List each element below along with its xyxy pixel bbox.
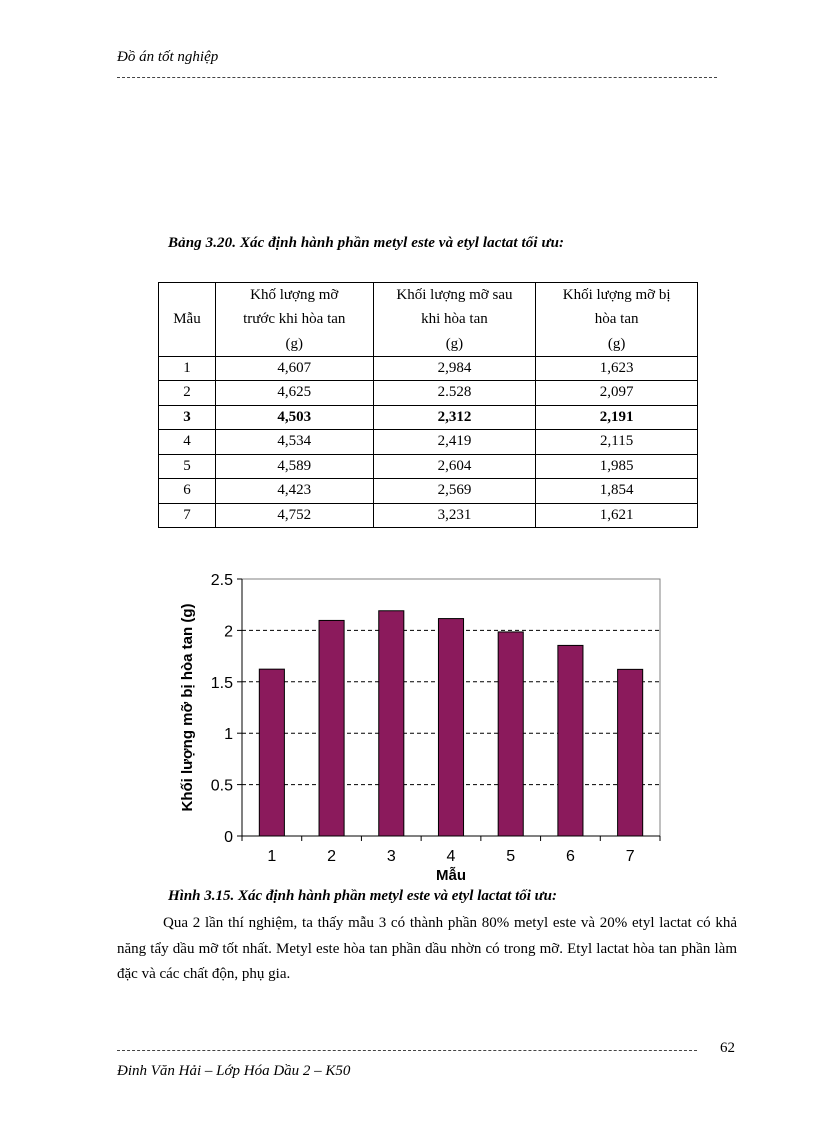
x-tick-label: 5 [506,848,516,865]
table-cell: 4,625 [215,381,373,406]
results-table [158,282,698,528]
table-cell: 5 [159,454,216,479]
x-tick-label: 6 [565,848,575,865]
x-tick-label: 1 [267,848,277,865]
footer-divider [117,1050,697,1051]
table-cell: 2,097 [536,381,698,406]
table-header-cell [159,283,216,357]
table-header-text: Khối lượng mỡ sau [396,287,513,303]
x-tick-label: 7 [625,848,635,865]
table-cell: 1,623 [536,356,698,381]
table-cell: 1 [159,356,216,381]
table-header-text: hòa tan [594,311,639,328]
table-cell: 2,604 [373,454,536,479]
bar-chart [170,562,670,892]
table-cell: 4,752 [215,503,373,528]
table-header-text: trước khi hòa tan [243,311,346,328]
bar [379,611,404,836]
x-tick-label: 3 [386,848,396,865]
table-cell: 4 [159,430,216,455]
bar [319,620,344,836]
table-cell: 3,231 [373,503,536,528]
table-header-cell [215,283,373,357]
table-row [159,479,698,504]
table-header-row [159,283,698,357]
table-cell: 7 [159,503,216,528]
table-cell: 2,569 [373,479,536,504]
table-cell: 2,191 [536,405,698,430]
bar [498,632,523,836]
table-header-text: (g) [445,335,464,352]
y-tick-label: 0.5 [210,777,233,795]
table-header-cell [536,283,698,357]
body-paragraph: Qua 2 lần thí nghiệm, ta thấy mẫu 3 có thành phần 80% metyl este và 20% etyl lactat có khả năng tẩy dầu mỡ tốt nhất. Metyl este hòa tan phần dầu nhờn có trong mỡ. Etyl lactat hòa tan phần làm đặc và các chất độn, phụ gia. [117,915,737,982]
table-cell: 6 [159,479,216,504]
table-cell: 4,534 [215,430,373,455]
y-tick-label: 1 [224,726,233,744]
table-cell: 1,621 [536,503,698,528]
table-cell: 2,115 [536,430,698,455]
table-header-text: (g) [607,335,626,352]
table-header-text: khi hòa tan [421,311,488,328]
bar [259,669,284,836]
y-tick-label: 0 [224,829,233,846]
y-tick-label: 1.5 [210,674,233,692]
table-row [159,503,698,528]
x-tick-label: 2 [327,848,337,865]
bar [558,645,583,836]
table-cell: 2,984 [373,356,536,381]
table-header-text: Mẫu [173,311,201,328]
table-header-text: Khố lượng mỡ [250,287,339,303]
table-cell: 4,607 [215,356,373,381]
table-cell: 2.528 [373,381,536,406]
table-cell: 4,423 [215,479,373,504]
table-cell: 2,419 [373,430,536,455]
table-row [159,454,698,479]
table-row [159,381,698,406]
page-number: 62 [720,1040,735,1056]
table-cell: 4,503 [215,405,373,430]
table-row [159,356,698,381]
y-axis-title: Khối lượng mỡ bị hòa tan (g) [179,603,196,812]
table-cell: 4,589 [215,454,373,479]
x-axis-title: Mẫu [436,867,466,884]
bar [618,669,643,836]
table-header-text: Khối lượng mỡ bị [562,287,671,303]
table-cell: 1,985 [536,454,698,479]
table-cell: 2,312 [373,405,536,430]
bar [438,619,463,836]
table-row [159,430,698,455]
footer-author-text: Đinh Văn Hải – Lớp Hóa Dầu 2 – K50 [117,1063,351,1079]
table-cell: 2 [159,381,216,406]
y-tick-label: 2.5 [210,572,233,589]
table-header-text: (g) [285,335,304,352]
x-tick-label: 4 [446,848,456,865]
table-header-cell [373,283,536,357]
table-cell: 3 [159,405,216,430]
figure-caption: Hình 3.15. Xác định hành phần metyl este và etyl lactat tối ưu: [168,888,558,904]
header-divider [117,77,717,78]
table-cell: 1,854 [536,479,698,504]
y-tick-label: 2 [224,623,233,641]
document-header-title: Đồ án tốt nghiệp [117,49,219,65]
table-caption: Bảng 3.20. Xác định hành phần metyl este và etyl lactat tối ưu: [168,235,565,251]
table-row [159,405,698,430]
